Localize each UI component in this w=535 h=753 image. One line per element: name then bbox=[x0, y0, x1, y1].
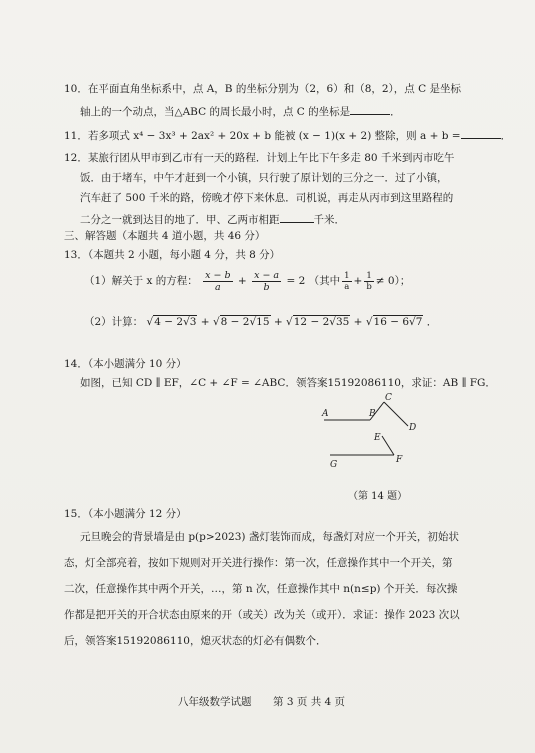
q10-line2-text: 轴上的一个动点，当△ABC 的周长最小时，点 C 的坐标是 bbox=[80, 106, 351, 118]
q13-cond-frac2 bbox=[364, 271, 373, 292]
q13-frac2-den: b bbox=[263, 281, 270, 293]
q13-rad1-content: 4 − 2√3 bbox=[154, 316, 197, 328]
q11-answer-blank bbox=[461, 127, 501, 139]
q13-radical-4: √16 − 6√7 bbox=[365, 316, 423, 328]
q11-line bbox=[64, 127, 511, 143]
q11-end: ． bbox=[500, 130, 512, 142]
q14-caption: （第 14 题） bbox=[348, 491, 408, 502]
q10-line2-end: ． bbox=[390, 106, 401, 118]
section3-title: 三、解答题（本题共 4 道小题，共 46 分） bbox=[64, 230, 266, 242]
q13-header: 13．（本题共 2 小题，每小题 4 分，共 8 分） bbox=[64, 249, 281, 261]
q15-line3: 二次，任意操作其中两个开关，…，第 n 次，任意操作其中 n(n≤p) 个开关．每次操 bbox=[64, 583, 458, 595]
q13-radical-3: √12 − 2√35 bbox=[286, 316, 350, 328]
footer-subject: 八年级数学试题 bbox=[178, 696, 252, 708]
q13-part2-prefix: （2）计算： bbox=[84, 316, 144, 328]
q13-rad3-content: 12 − 2√35 bbox=[293, 316, 350, 328]
q13-cond-frac1 bbox=[342, 271, 351, 292]
q13-cond-close: ≠ 0）； bbox=[375, 275, 411, 287]
q10-answer-blank bbox=[350, 103, 390, 115]
q13-cond-plus: + bbox=[353, 275, 363, 287]
q13-cond-frac2-num: 1 bbox=[366, 270, 372, 281]
q13-part1-prefix: （1）解关于 x 的方程： bbox=[84, 275, 198, 287]
segment-ef bbox=[382, 436, 394, 455]
q15-header: 15．（本小题满分 12 分） bbox=[64, 508, 187, 520]
q13-part2 bbox=[84, 315, 437, 329]
q13-frac2-num: x − a bbox=[254, 269, 280, 281]
q12-line2: 饭．由于堵车，中午才赶到一个小镇，只行驶了原计划的三分之一．过了小镇， bbox=[80, 172, 448, 184]
q13-plus-1: + bbox=[200, 316, 210, 328]
q13-frac1-den: a bbox=[215, 281, 221, 293]
q14-header: 14．（本小题满分 10 分） bbox=[64, 358, 187, 370]
q14-text: 如图，已知 CD ∥ EF，∠C + ∠F = ∠ABC．领答案15192086110，求证：AB ∥ FG． bbox=[80, 377, 496, 389]
q13-rad2-content: 8 − 2√15 bbox=[220, 316, 270, 328]
label-f: F bbox=[396, 455, 403, 465]
q13-cond-frac2-den: b bbox=[366, 281, 372, 292]
q12-line4 bbox=[80, 211, 345, 227]
q14-figure bbox=[318, 392, 428, 482]
q13-frac1 bbox=[203, 270, 232, 293]
q15-line5: 后，领答案15192086110，熄灭状态的灯必有偶数个． bbox=[64, 635, 327, 647]
q13-frac1-num: x − b bbox=[205, 269, 231, 281]
q13-cond-frac1-den: a bbox=[344, 281, 350, 292]
q12-line4-end: 千米． bbox=[313, 214, 345, 226]
q13-plus-3: + bbox=[353, 316, 363, 328]
q12-line4-text: 二分之一就到达目的地了．甲、乙两市相距 bbox=[80, 214, 280, 226]
q13-radical-2: √8 − 2√15 bbox=[212, 316, 270, 328]
q13-frac2 bbox=[252, 270, 281, 293]
q13-cond-open: （其中 bbox=[308, 275, 341, 287]
label-a: A bbox=[322, 409, 329, 419]
label-b: B bbox=[369, 409, 376, 419]
q15-line4: 作都是把开关的开合状态由原来的开（或关）改为关（或开）．求证：操作 2023 次以 bbox=[64, 609, 460, 621]
q13-rad4-content: 16 − 6√7 bbox=[373, 316, 423, 328]
q13-cond-frac1-num: 1 bbox=[344, 270, 350, 281]
q13-equals: = 2 bbox=[286, 275, 306, 287]
q12-answer-blank bbox=[280, 211, 314, 223]
q13-part2-end: ． bbox=[426, 316, 438, 328]
q10-line2 bbox=[80, 103, 401, 119]
q15-line2: 态，灯全部亮着，按如下规则对开关进行操作：第一次，任意操作其中一个开关，第 bbox=[64, 557, 453, 569]
label-c: C bbox=[385, 393, 392, 403]
q12-line3: 汽车赶了 500 千米的路，傍晚才停下来休息．司机说，再走从丙市到这里路程的 bbox=[80, 192, 454, 204]
q12-line1: 12．某旅行团从甲市到乙市有一天的路程．计划上午比下午多走 80 千米到丙市吃午 bbox=[64, 152, 455, 164]
label-e: E bbox=[374, 433, 381, 443]
q13-plus-2: + bbox=[273, 316, 283, 328]
footer-page-number: 第 3 页 共 4 页 bbox=[273, 696, 346, 708]
q11-text: 11．若多项式 x⁴ − 3x³ + 2ax² + 20x + b 能被 (x − 1)(x + 2) 整除，则 a + b = bbox=[64, 130, 461, 142]
q13-plus: + bbox=[237, 275, 247, 287]
q15-line1: 元旦晚会的背景墙是由 p(p>2023) 盏灯装饰而成，每盏灯对应一个开关，初始状 bbox=[80, 531, 459, 543]
label-g: G bbox=[330, 460, 338, 470]
label-d: D bbox=[409, 423, 417, 433]
segment-cd bbox=[384, 402, 408, 426]
q13-radical-1: √4 − 2√3 bbox=[146, 316, 197, 328]
q13-part1 bbox=[84, 268, 410, 294]
q10-line1: 10．在平面直角坐标系中，点 A，B 的坐标分别为（2，6）和（8，2），点 C 是坐标 bbox=[64, 83, 462, 95]
